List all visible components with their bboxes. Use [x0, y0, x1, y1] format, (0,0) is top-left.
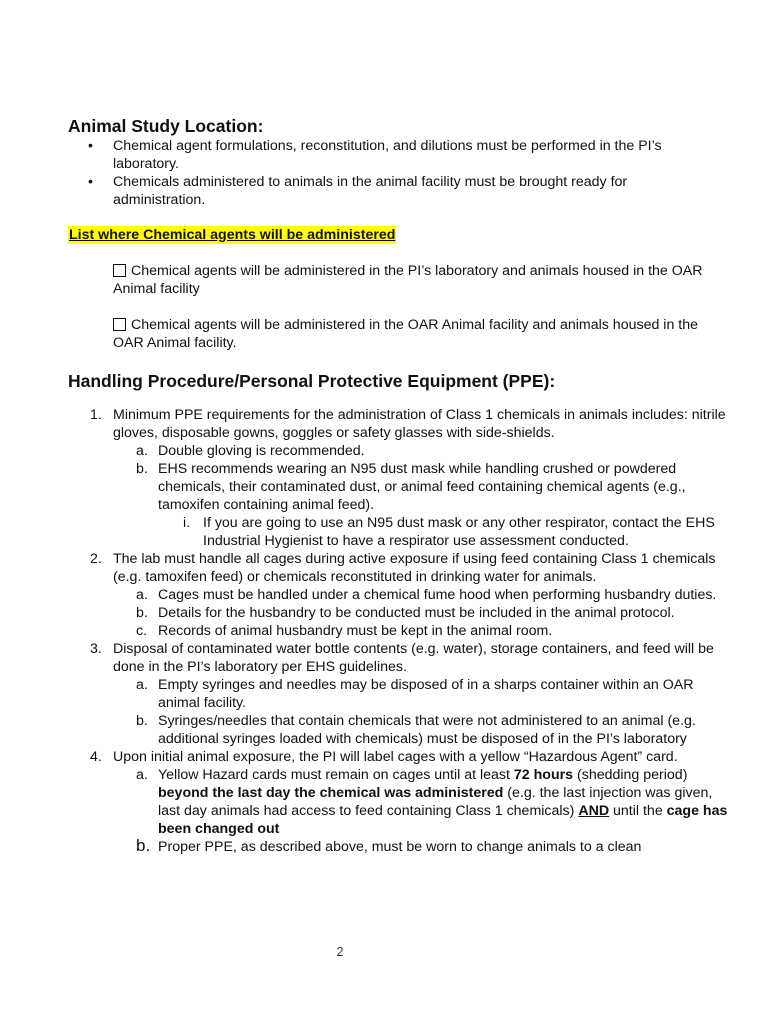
list-item: a. Cages must be handled under a chemical fume hood when performing husbandry duties.	[136, 587, 717, 603]
section-heading-animal-study-location: Animal Study Location:	[68, 116, 264, 136]
list-item: i. If you are going to use an N95 dust mask or any other respirator, contact the EHS Industrial Hygienist to have a respirator use assessment conducted.	[183, 515, 715, 549]
list-item: b. Syringes/needles that contain chemicals that were not administered to an animal (e.g. additional syringes loaded with chemicals) must be disposed of in the PI’s laboratory	[136, 713, 696, 747]
bullet-icon: •	[88, 138, 93, 154]
page-number: 2	[336, 945, 344, 959]
list-item: b. Details for the husbandry to be conducted must be included in the animal protocol.	[136, 605, 675, 621]
checkbox-option-oar-facility[interactable]	[113, 316, 723, 352]
list-item: a. Double gloving is recommended.	[136, 443, 365, 459]
list-item: c. Records of animal husbandry must be kept in the animal room.	[136, 623, 553, 639]
list-item: b. Proper PPE, as described above, must be worn to change animals to a clean	[136, 836, 642, 855]
list-item: 3. Disposal of contaminated water bottle contents (e.g. water), storage containers, and feed will be done in the PI’s laboratory per EHS guidelines.	[90, 641, 714, 675]
location-bullet-list	[68, 137, 718, 209]
list-item: 2. The lab must handle all cages during active exposure if using feed containing Class 1 chemicals (e.g. tamoxifen feed) or chemicals reconstituted in drinking water for animals.	[90, 551, 716, 585]
checkbox-label: Chemical agents will be administered in the PI’s laboratory and animals housed in the OAR Animal facility	[113, 263, 703, 297]
checkbox-label: Chemical agents will be administered in the OAR Animal facility and animals housed in the OAR Animal facility.	[113, 317, 699, 351]
list-item: • Chemical agent formulations, reconstitution, and dilutions must be performed in the PI’s laboratory.	[88, 138, 662, 172]
ppe-numbered-list	[68, 406, 728, 856]
list-item: • Chemicals administered to animals in the animal facility must be brought ready for administration.	[88, 174, 628, 208]
checkbox-icon[interactable]	[113, 264, 126, 277]
list-item: b. EHS recommends wearing an N95 dust mask while handling crushed or powdered chemicals, their contaminated dust, or animal feed containing chemical agents (e.g., tamoxifen containing animal feed).	[136, 461, 686, 513]
list-item: a. Yellow Hazard cards must remain on cages until at least 72 hours (shedding period) beyond the last day the chemical was administered (e.g. the last injection was given, last day animals had access to feed containing Class 1 chemicals) AND until the cage has been changed out	[136, 767, 728, 837]
section-heading-handling-ppe: Handling Procedure/Personal Protective Equipment (PPE):	[68, 371, 556, 391]
list-item: 4. Upon initial animal exposure, the PI will label cages with a yellow “Hazardous Agent” card.	[90, 749, 678, 765]
list-item: a. Empty syringes and needles may be disposed of in a sharps container within an OAR animal facility.	[136, 677, 694, 711]
bullet-icon: •	[88, 174, 93, 190]
list-item: 1. Minimum PPE requirements for the administration of Class 1 chemicals in animals includes: nitrile gloves, disposable gowns, goggles or safety glasses with side-shields.	[90, 407, 726, 441]
checkbox-option-pi-lab[interactable]	[113, 262, 723, 298]
checkbox-icon[interactable]	[113, 318, 126, 331]
highlighted-instruction: List where Chemical agents will be administered	[69, 227, 396, 243]
